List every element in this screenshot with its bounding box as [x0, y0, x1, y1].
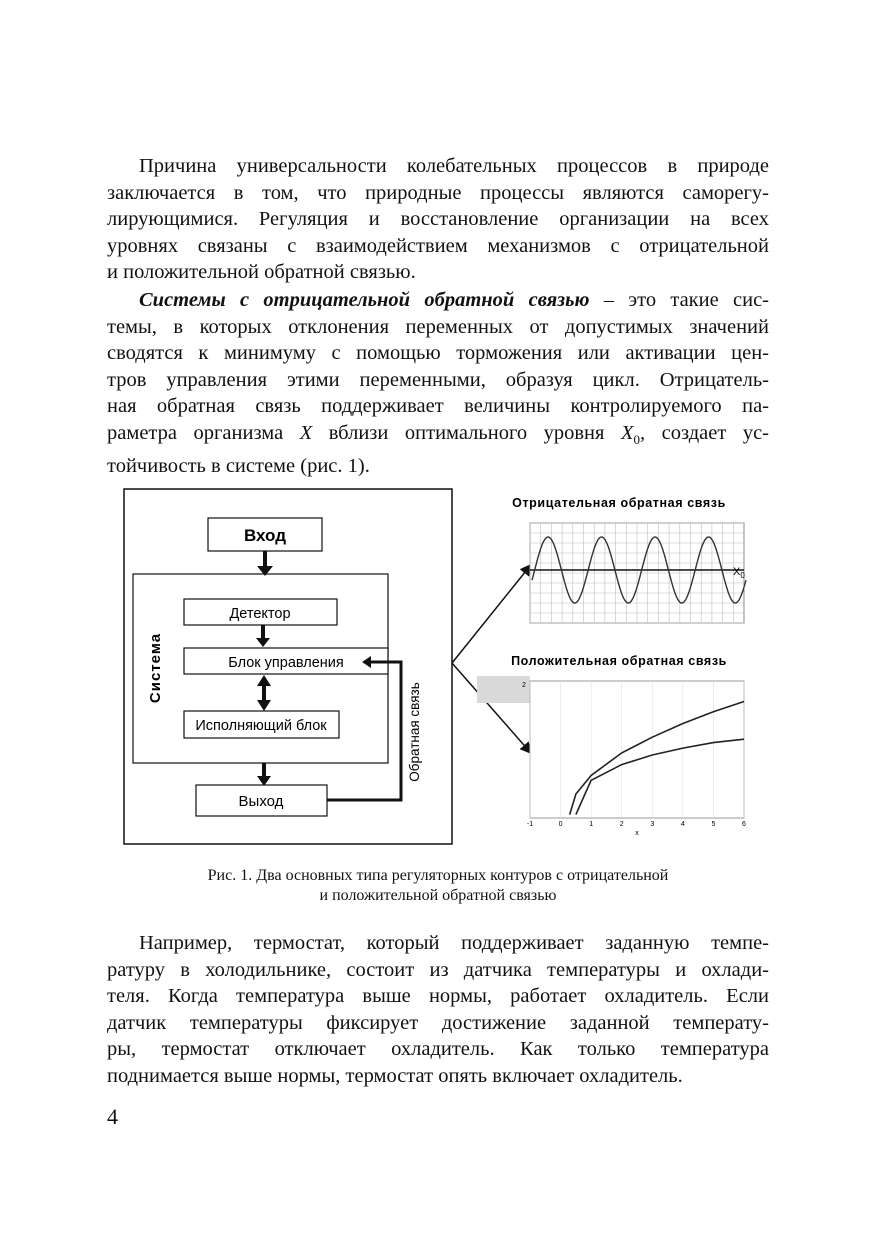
caption-line-1: Рис. 1. Два основных типа регуляторных контуров с отрицательной — [207, 867, 669, 884]
x-tick-label: 4 — [680, 821, 685, 828]
negative-chart — [530, 523, 746, 623]
p2-line: тров управления этими переменными, образуя цикл. Отрицатель- — [107, 368, 769, 391]
input-label: Вход — [243, 526, 287, 545]
figure-caption — [107, 866, 769, 906]
x-tick-label: 6 — [742, 821, 746, 828]
x-axis-label: x — [635, 830, 639, 837]
p3-line: датчик температуры фиксирует достижение заданной температу- — [107, 1011, 769, 1034]
output-label: Выход — [238, 793, 284, 810]
positive-chart — [522, 681, 746, 837]
p2-line: тойчивость в системе (рис. 1). — [107, 455, 370, 478]
positive-chart-shade — [477, 676, 530, 703]
p2-line: темы, в которых отклонения переменных от допустимых значений — [107, 315, 769, 338]
p3-line: теля. Когда температура выше нормы, работает охладитель. Если — [107, 985, 769, 1007]
connector-to-negative — [452, 566, 530, 663]
system-label: Система — [147, 632, 164, 704]
x-tick-label: 0 — [558, 821, 563, 828]
p3-line: ры, термостат отключает охладитель. Как только температура — [107, 1038, 769, 1060]
x-tick-label: 2 — [619, 821, 624, 828]
p1-line: и положительной обратной связью. — [107, 261, 416, 283]
positive-chart-title: Положительная обратная связь — [511, 654, 727, 668]
p3-line: Например, термостат, который поддерживает заданную темпе- — [139, 932, 769, 954]
page-number: 4 — [107, 1104, 118, 1129]
detector-label: Детектор — [229, 606, 291, 622]
paragraph-3 — [107, 930, 769, 1089]
p1-line: лирующимися. Регуляция и восстановление организации на всех — [107, 208, 769, 230]
x-tick-label: 3 — [650, 821, 655, 828]
variable-x0-subscript: 0 — [633, 431, 640, 447]
control-label: Блок управления — [228, 655, 344, 671]
caption-line-2: и положительной обратной связью — [319, 887, 557, 904]
p1-line: уровнях связаны с взаимодействием механизмов с отрицательной — [107, 234, 769, 257]
executor-label: Исполняющий блок — [195, 718, 327, 734]
p3-line: ратуру в холодильнике, состоит из датчика температуры и охлади- — [107, 958, 769, 981]
p2-text: раметра организма — [107, 421, 300, 444]
variable-x0: X — [620, 421, 634, 444]
x-tick-label: 1 — [589, 821, 594, 828]
x0-label: $X_0$ — [733, 566, 745, 580]
p2-text: , создает ус- — [640, 421, 770, 444]
x-tick-label: -1 — [526, 821, 534, 828]
p2-line: сводятся к минимуму с помощью торможения или активации цен- — [107, 342, 769, 364]
p1-line: заключается в том, что природные процессы являются саморегу- — [107, 181, 769, 204]
p2-text: вблизи оптимального уровня — [312, 421, 621, 444]
y-tick-label: 2 — [522, 682, 526, 689]
negative-chart-title: Отрицательная обратная связь — [512, 496, 726, 510]
p3-line: поднимается выше нормы, термостат опять включает охладитель. — [107, 1064, 683, 1087]
p2-line: ная обратная связь поддерживает величины контролируемого па- — [107, 395, 769, 417]
variable-x: X — [299, 421, 313, 444]
feedback-label: Обратная связь — [407, 682, 422, 782]
term-negative-feedback: Системы с отрицательной обратной связью — [139, 289, 590, 311]
p2-text: – это такие сис- — [589, 289, 769, 311]
x-tick-label: 5 — [711, 821, 716, 828]
p1-line: Причина универсальности колебательных процессов в природе — [139, 155, 769, 177]
